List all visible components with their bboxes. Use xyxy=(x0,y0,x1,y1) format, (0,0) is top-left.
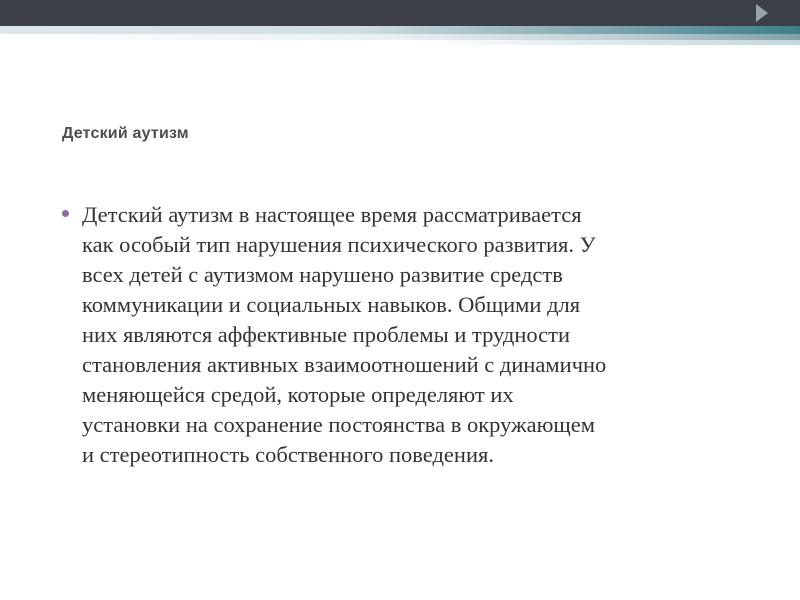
slide-title: Детский аутизм xyxy=(62,125,189,142)
slide-body xyxy=(62,200,762,470)
accent-stripe-tertiary xyxy=(420,40,800,45)
triangle-arrow-icon xyxy=(756,4,768,22)
bullet-line: становления активных взаимоотношений с динамично xyxy=(82,352,607,377)
top-decorative-band xyxy=(0,0,800,26)
bullet-line: и стереотипность собственного поведения. xyxy=(82,442,494,467)
bullet-line: установки на сохранение постоянства в окружающем xyxy=(82,412,595,437)
bullet-dot-icon xyxy=(62,210,69,217)
bullet-line: коммуникации и социальных навыков. Общими для xyxy=(82,292,581,317)
accent-stripe xyxy=(0,26,800,34)
bullet-line: всех детей с аутизмом нарушено развитие средств xyxy=(82,262,563,287)
bullet-line: как особый тип нарушения психического развития. У xyxy=(82,232,596,257)
bullet-item xyxy=(62,200,762,470)
bullet-line: меняющейся средой, которые определяют их xyxy=(82,382,514,407)
bullet-line: Детский аутизм в настоящее время рассматривается xyxy=(82,202,582,227)
bullet-line: них являются аффективные проблемы и трудности xyxy=(82,322,571,347)
